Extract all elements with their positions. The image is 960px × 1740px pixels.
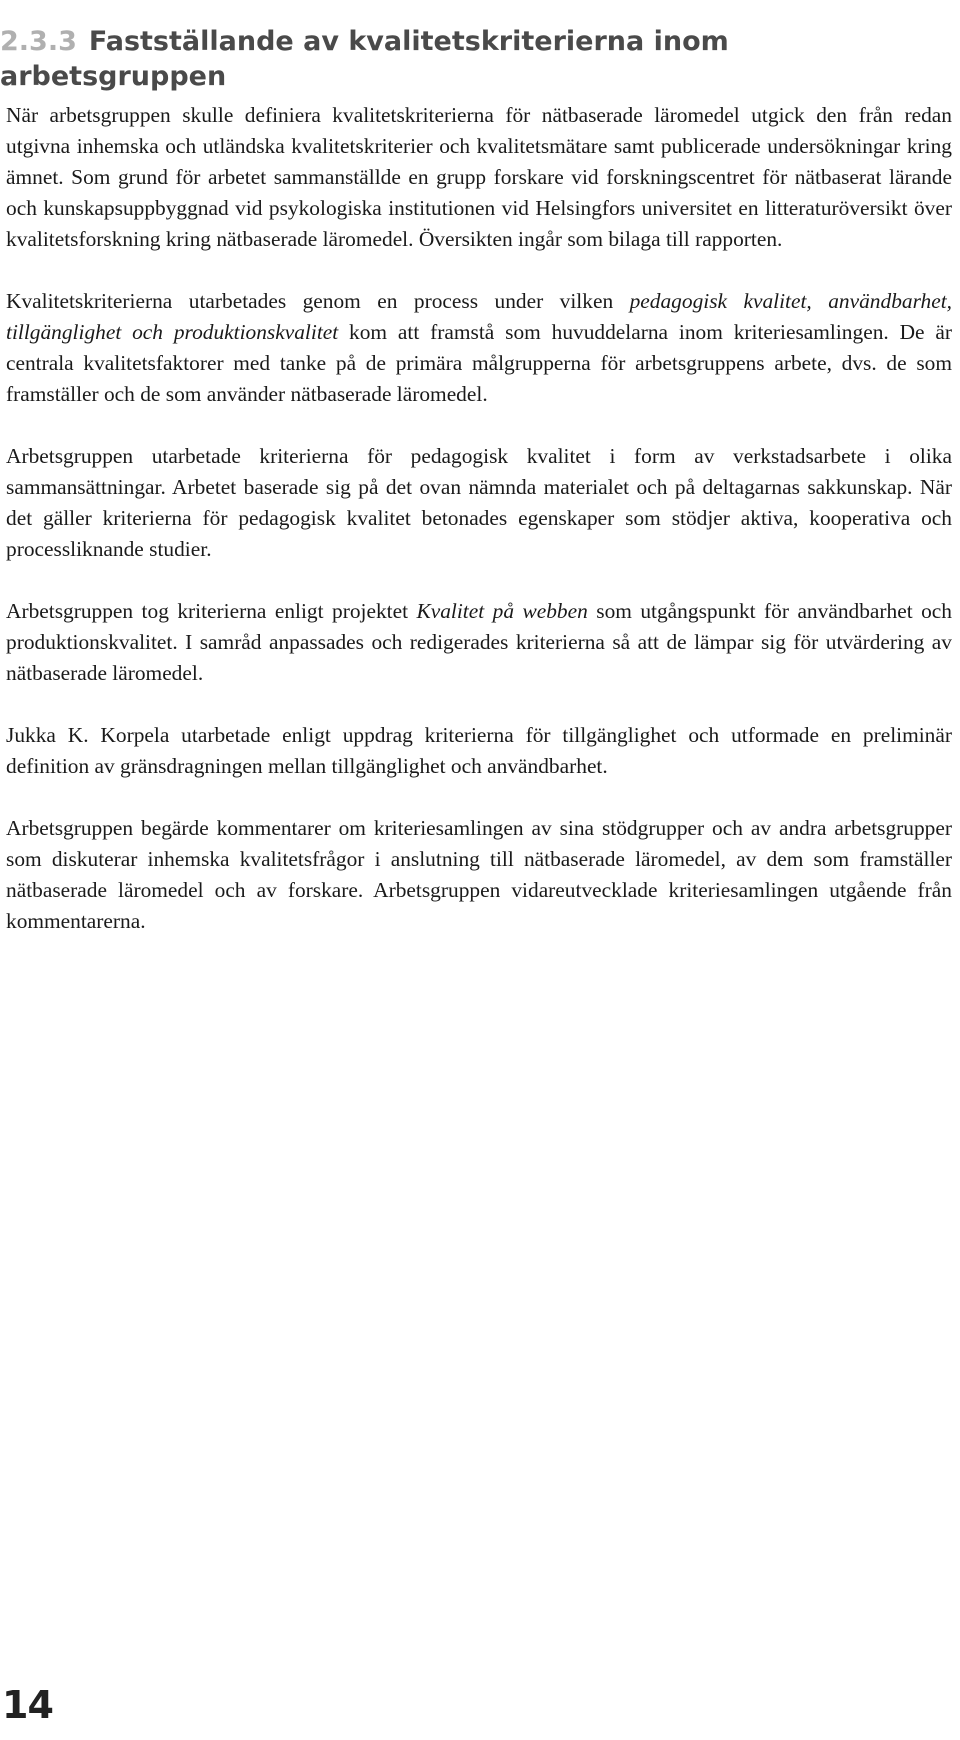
paragraph-5: Jukka K. Korpela utarbetade enligt uppdrag kriterierna för tillgänglighet och utformade en preliminär definition av gränsdragningen mellan tillgänglighet och användbarhet. [6, 723, 952, 778]
section-number: 2.3.3 [0, 26, 77, 58]
paragraph-2 [6, 286, 952, 410]
paragraph-4-intro: Arbetsgruppen tog kriterierna enligt projektet [6, 599, 417, 623]
section-title: Fastställande av kvalitetskriterierna inom arbetsgruppen [0, 26, 729, 93]
paragraph-2-intro: Kvalitetskriterierna utarbetades genom en process under vilken [6, 289, 630, 313]
body-text [6, 100, 952, 937]
paragraph-6: Arbetsgruppen begärde kommentarer om kriteriesamlingen av sina stödgrupper och av andra arbetsgrupper som diskuterar inhemska kvalitetsfrågor i anslutning till nätbaserade läromedel, av dem som framställer nätbaserade läromedel och av forskare. Arbetsgruppen vidareutvecklade kriteriesamlingen utgående från kommentarerna. [6, 816, 952, 933]
paragraph-1: När arbetsgruppen skulle definiera kvalitetskriterierna för nätbaserade läromedel utgick den från redan utgivna inhemska och utländska kvalitetskriterier och kvalitetsmätare samt publicerade undersökningar kring ämnet. Som grund för arbetet sammanställde en grupp forskare vid forskningscentret för nätbaserat lärande och kunskapsuppbyggnad vid psykologiska institutionen vid Helsingfors universitet en litteraturöversikt över kvalitetsforskning kring nätbaserade läromedel. Översikten ingår som bilaga till rapporten. [6, 103, 952, 251]
paragraph-2-emphasis: pedagogisk kvalitet, användbarhet, tillgänglighet och produktionskvalitet [6, 289, 953, 344]
paragraph-3: Arbetsgruppen utarbetade kriterierna för pedagogisk kvalitet i form av verkstadsarbete i olika sammansättningar. Arbetet baserade sig på det ovan nämnda materialet och på deltagarnas sakkunskap. När det gäller kriterierna för pedagogisk kvalitet betonades egenskaper som stödjer aktiva, kooperativa och processliknande studier. [6, 444, 952, 561]
page-number: 14 [2, 1683, 53, 1727]
paragraph-4-rest: som utgångspunkt för användbarhet och produktionskvalitet. I samråd anpassades och redigerades kriterierna så att de lämpar sig för utvärdering av nätbaserade läromedel. [6, 599, 952, 685]
paragraph-4-emphasis: Kvalitet på webben [416, 599, 588, 623]
section-heading [0, 24, 950, 94]
paragraph-2-rest: kom att framstå som huvuddelarna inom kriteriesamlingen. De är centrala kvalitetsfaktorer med tanke på de primära målgrupperna för arbetsgruppens arbete, dvs. de som framställer och de som använder nätbaserade läromedel. [6, 320, 952, 406]
paragraph-4 [6, 596, 952, 689]
